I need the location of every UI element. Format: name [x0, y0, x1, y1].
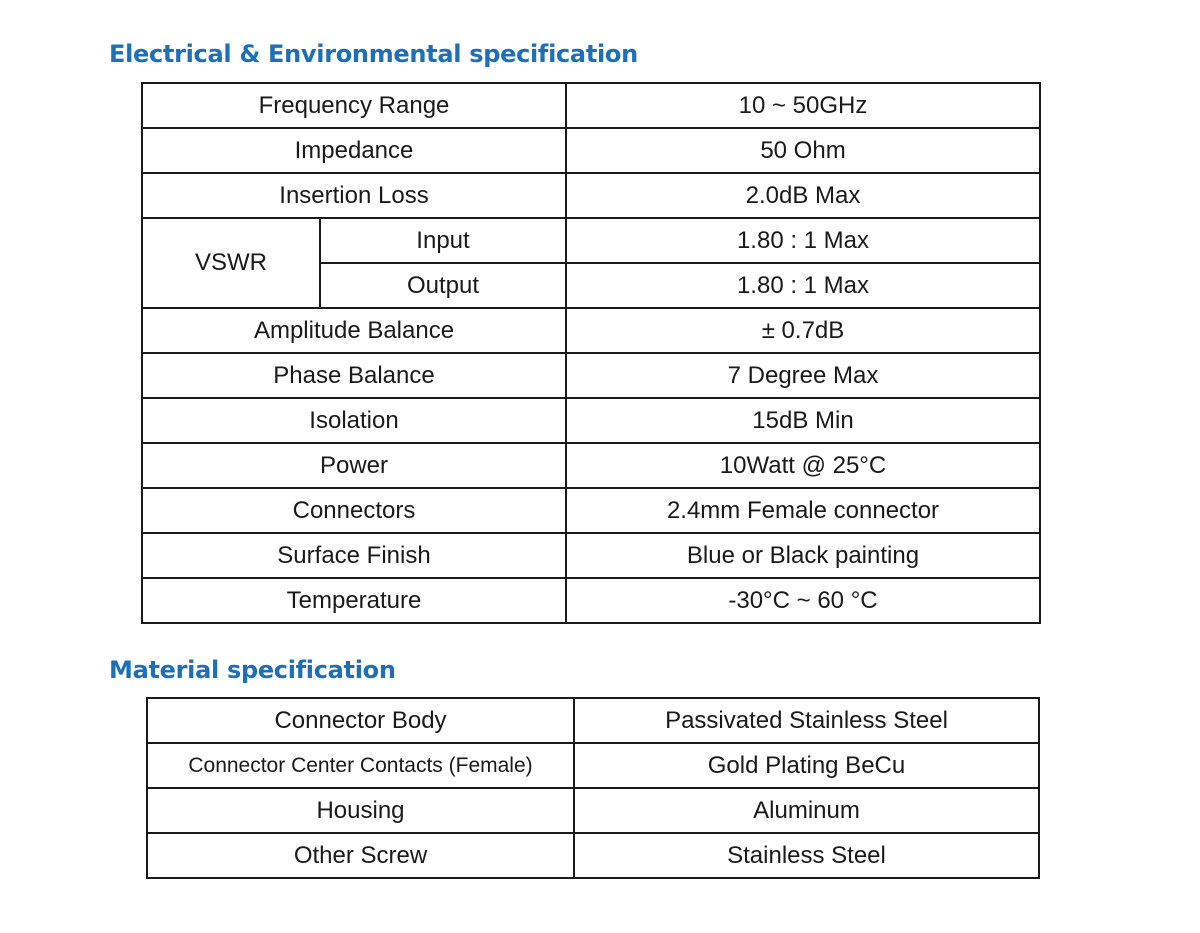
spec-value: 10 ~ 50GHz	[566, 83, 1040, 128]
electrical-spec-title: Electrical & Environmental specification	[109, 40, 638, 68]
spec-label: Connectors	[142, 488, 566, 533]
material-label: Other Screw	[147, 833, 574, 878]
spec-label: Power	[142, 443, 566, 488]
table-row	[142, 578, 1040, 623]
table-row	[142, 128, 1040, 173]
material-spec-table	[146, 697, 1040, 879]
vswr-output-label: Output	[320, 263, 566, 308]
vswr-input-value: 1.80 : 1 Max	[566, 218, 1040, 263]
table-row	[147, 833, 1039, 878]
table-row	[142, 308, 1040, 353]
table-row	[147, 698, 1039, 743]
spec-value: 2.0dB Max	[566, 173, 1040, 218]
spec-value: -30°C ~ 60 °C	[566, 578, 1040, 623]
material-value: Stainless Steel	[574, 833, 1039, 878]
spec-value: 10Watt @ 25°C	[566, 443, 1040, 488]
spec-label: Insertion Loss	[142, 173, 566, 218]
material-spec-title: Material specification	[109, 656, 396, 684]
material-value: Passivated Stainless Steel	[574, 698, 1039, 743]
spec-value: ± 0.7dB	[566, 308, 1040, 353]
spec-label: Impedance	[142, 128, 566, 173]
spec-label: Phase Balance	[142, 353, 566, 398]
vswr-input-label: Input	[320, 218, 566, 263]
vswr-label: VSWR	[142, 218, 320, 308]
table-row	[147, 788, 1039, 833]
material-label: Connector Center Contacts (Female)	[147, 743, 574, 788]
vswr-output-value: 1.80 : 1 Max	[566, 263, 1040, 308]
table-row	[142, 83, 1040, 128]
spec-value: 2.4mm Female connector	[566, 488, 1040, 533]
spec-value: 7 Degree Max	[566, 353, 1040, 398]
spec-label: Amplitude Balance	[142, 308, 566, 353]
material-value: Gold Plating BeCu	[574, 743, 1039, 788]
material-label: Connector Body	[147, 698, 574, 743]
table-row	[142, 353, 1040, 398]
table-row	[147, 743, 1039, 788]
spec-label: Temperature	[142, 578, 566, 623]
table-row	[142, 398, 1040, 443]
table-row	[142, 488, 1040, 533]
spec-value: 15dB Min	[566, 398, 1040, 443]
table-row	[142, 218, 1040, 263]
table-row	[142, 443, 1040, 488]
electrical-spec-table	[141, 82, 1041, 624]
spec-value: 50 Ohm	[566, 128, 1040, 173]
spec-label: Surface Finish	[142, 533, 566, 578]
table-row	[142, 533, 1040, 578]
spec-label: Isolation	[142, 398, 566, 443]
table-row	[142, 173, 1040, 218]
material-value: Aluminum	[574, 788, 1039, 833]
spec-label: Frequency Range	[142, 83, 566, 128]
spec-value: Blue or Black painting	[566, 533, 1040, 578]
material-label: Housing	[147, 788, 574, 833]
